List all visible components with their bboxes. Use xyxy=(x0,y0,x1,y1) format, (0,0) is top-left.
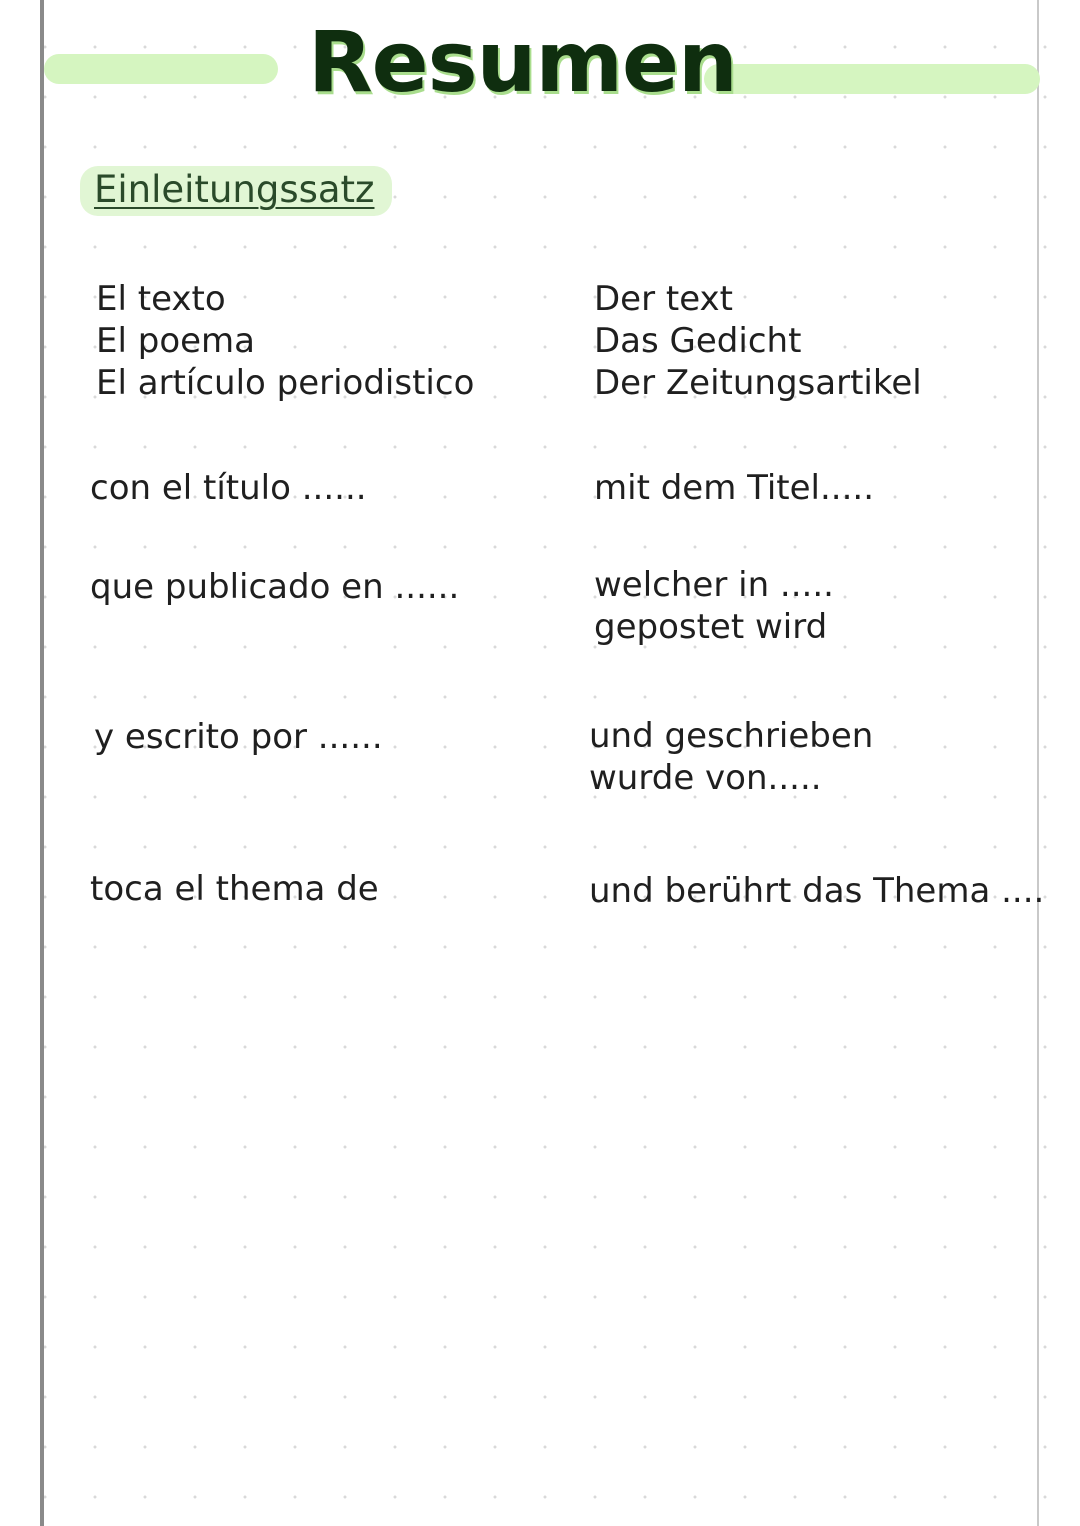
german-phrase: Der Zeitungsartikel xyxy=(594,363,922,403)
german-phrase: welcher in ..... xyxy=(594,565,834,605)
title-accent-bar-left xyxy=(44,54,278,84)
german-phrase: und berührt das Thema .... xyxy=(589,871,1045,911)
right-page-border xyxy=(1037,0,1039,1526)
german-phrase: Der text xyxy=(594,279,733,319)
spanish-phrase: y escrito por ...... xyxy=(94,717,383,757)
title-accent-bar-right xyxy=(704,64,1040,94)
left-page-border xyxy=(40,0,44,1526)
section-heading: Einleitungssatz xyxy=(94,168,375,211)
german-phrase: mit dem Titel..... xyxy=(594,468,875,508)
spanish-phrase: con el título ...... xyxy=(90,468,367,508)
german-phrase: Das Gedicht xyxy=(594,321,802,361)
section-heading-highlight xyxy=(80,166,392,216)
spanish-phrase: que publicado en ...... xyxy=(90,567,460,607)
german-phrase: und geschrieben xyxy=(589,716,874,756)
spanish-phrase: El texto xyxy=(96,279,226,319)
german-phrase: gepostet wird xyxy=(594,607,828,647)
page-title: Resumen xyxy=(308,13,737,111)
spanish-phrase: El poema xyxy=(96,321,255,361)
spanish-phrase: toca el thema de xyxy=(90,869,379,909)
german-phrase: wurde von..... xyxy=(589,758,822,798)
spanish-phrase: El artículo periodistico xyxy=(96,363,475,403)
